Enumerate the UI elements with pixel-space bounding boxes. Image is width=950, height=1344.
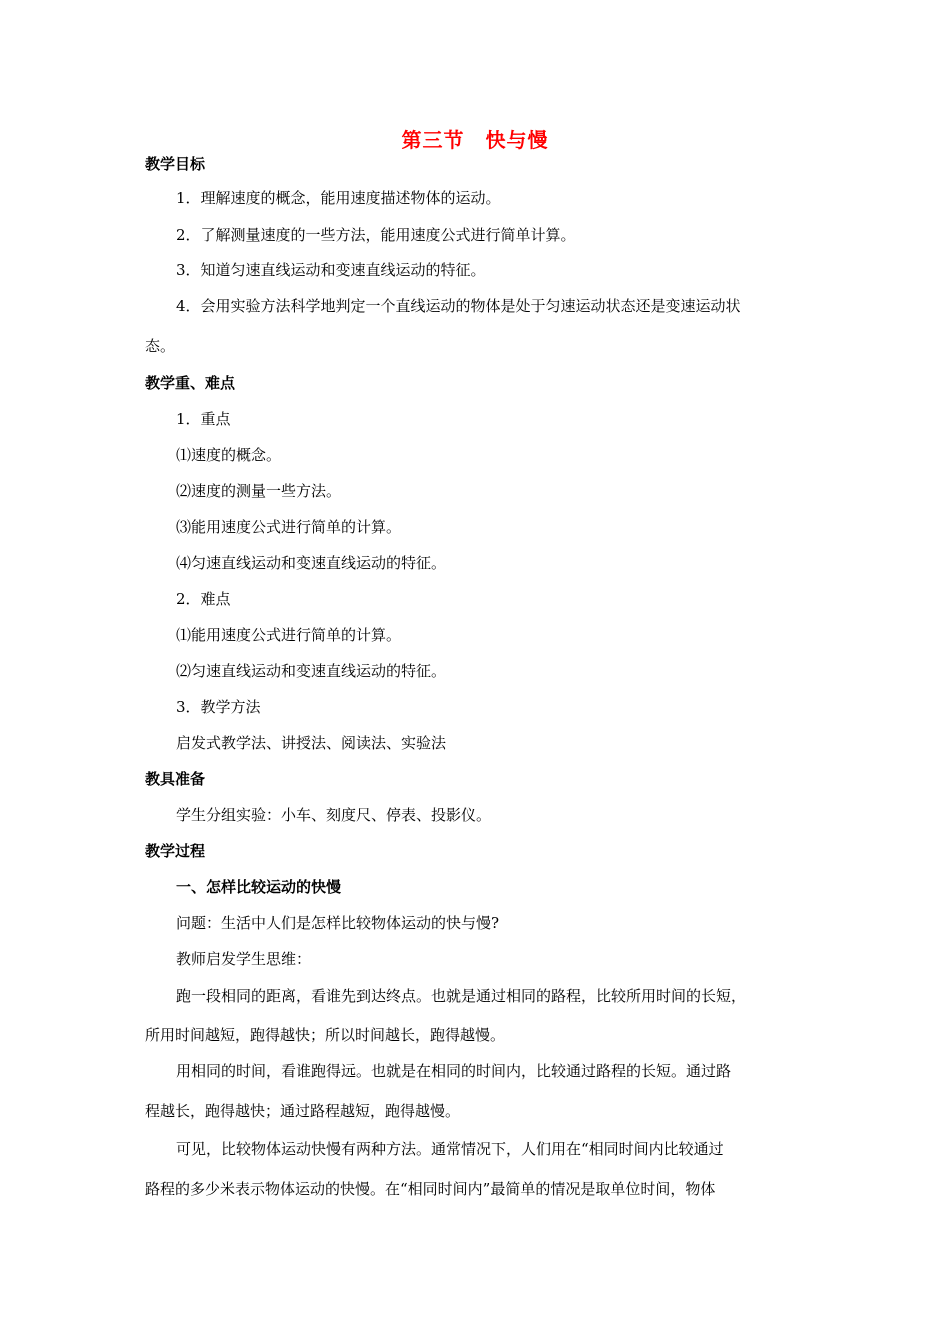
key-point-item: ⑶能用速度公式进行简单的计算。 [176, 518, 402, 536]
objective-item-3: 3．知道匀速直线运动和变速直线运动的特征。 [176, 261, 486, 279]
key-point-item: 2．难点 [176, 590, 231, 608]
section-heading-objectives: 教学目标 [145, 155, 206, 173]
section-heading-key-points: 教学重、难点 [145, 374, 236, 392]
key-point-item: ⑴速度的概念。 [176, 446, 282, 464]
process-paragraph-line: 用相同的时间，看谁跑得远。也就是在相同的时间内，比较通过路程的长短。通过路 [176, 1062, 732, 1080]
key-point-item: 1．重点 [176, 410, 231, 428]
process-paragraph-line: 可见，比较物体运动快慢有两种方法。通常情况下，人们用在“相同时间内比较通过 [176, 1140, 724, 1158]
section-heading-process: 教学过程 [145, 842, 206, 860]
key-point-item: 3．教学方法 [176, 698, 261, 716]
process-paragraph-line: 路程的多少米表示物体运动的快慢。在“相同时间内”最简单的情况是取单位时间，物体 [145, 1180, 716, 1198]
process-paragraph-line: 跑一段相同的距离，看谁先到达终点。也就是通过相同的路程，比较所用时间的长短， [176, 987, 747, 1005]
objective-item-2: 2．了解测量速度的一些方法，能用速度公式进行简单计算。 [176, 226, 576, 244]
key-point-item: ⑵速度的测量一些方法。 [176, 482, 342, 500]
objective-item-4-cont: 态。 [145, 337, 176, 355]
objective-item-4: 4．会用实验方法科学地判定一个直线运动的物体是处于匀速运动状态还是变速运动状 [176, 297, 741, 315]
key-point-item: ⑵匀速直线运动和变速直线运动的特征。 [176, 662, 447, 680]
key-point-item: ⑴能用速度公式进行简单的计算。 [176, 626, 402, 644]
process-paragraph-line: 问题：生活中人们是怎样比较物体运动的快与慢? [176, 914, 500, 932]
materials-item: 学生分组实验：小车、刻度尺、停表、投影仪。 [176, 806, 492, 824]
process-paragraph-line: 教师启发学生思维： [176, 950, 312, 968]
objective-item-1: 1．理解速度的概念，能用速度描述物体的运动。 [176, 189, 501, 207]
key-point-item: ⑷匀速直线运动和变速直线运动的特征。 [176, 554, 447, 572]
section-heading-materials: 教具准备 [145, 770, 206, 788]
key-point-item: 启发式教学法、讲授法、阅读法、实验法 [176, 734, 447, 752]
process-paragraph-line: 所用时间越短，跑得越快；所以时间越长，跑得越慢。 [145, 1026, 506, 1044]
process-paragraph-line: 程越长，跑得越快；通过路程越短，跑得越慢。 [145, 1102, 461, 1120]
process-subheading: 一、怎样比较运动的快慢 [176, 878, 342, 896]
page-title: 第三节 快与慢 [401, 128, 549, 152]
